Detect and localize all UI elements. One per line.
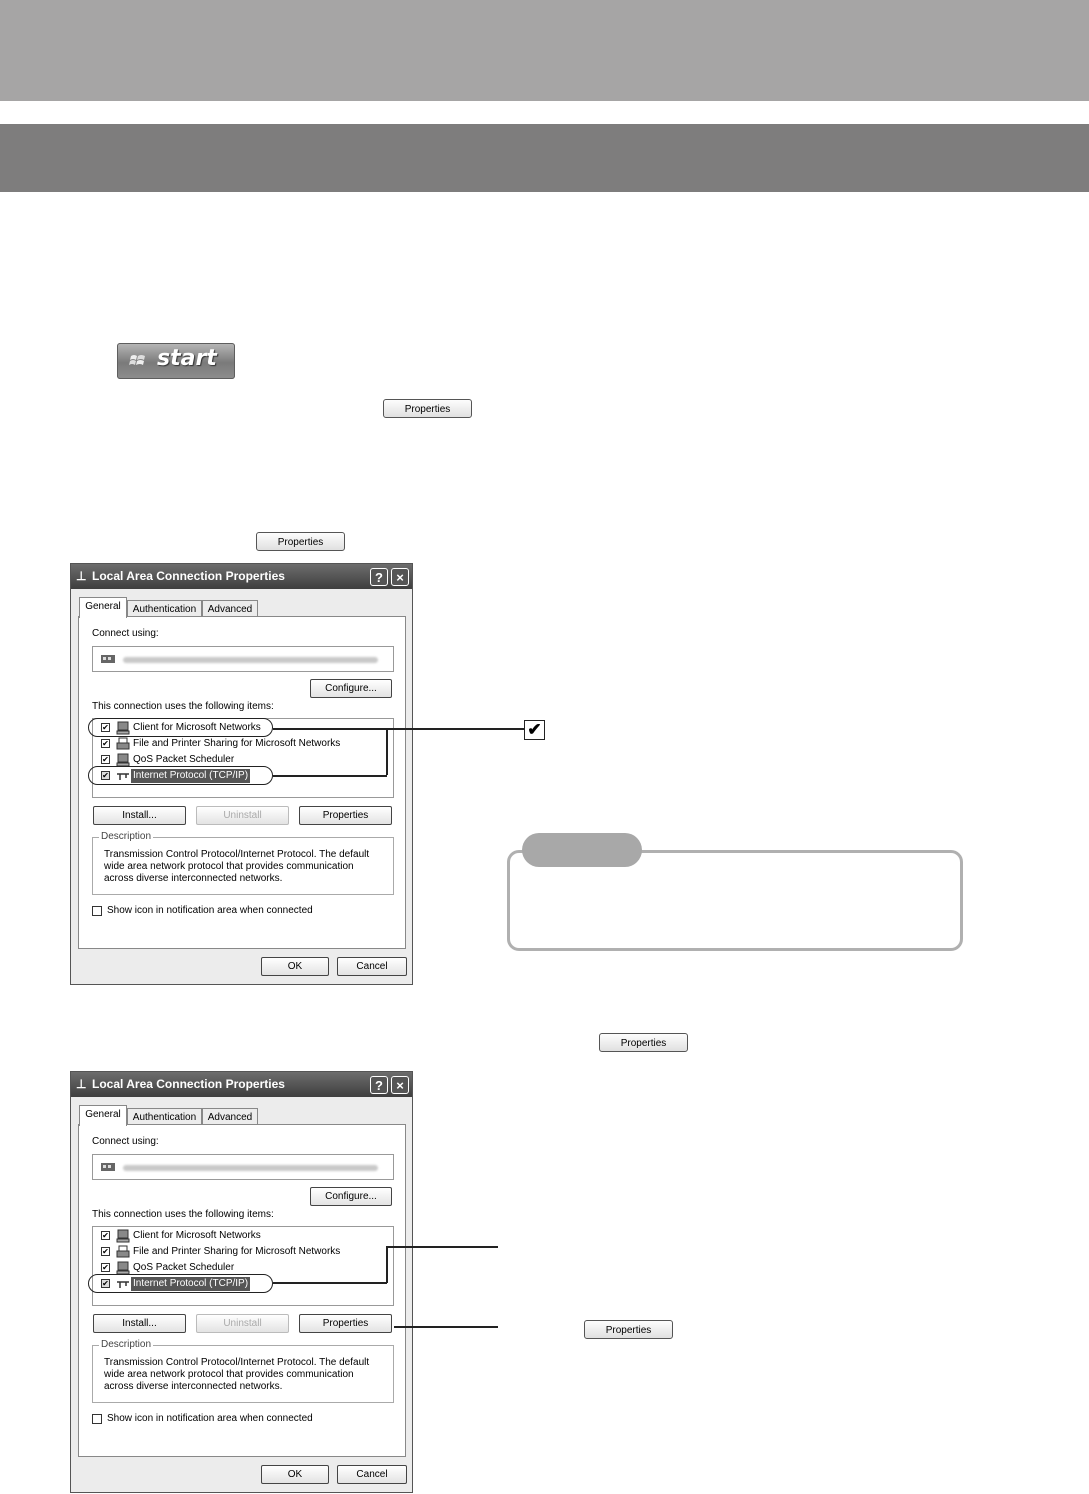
uninstall-button[interactable]: Uninstall <box>196 1314 289 1333</box>
header-band <box>0 0 1089 101</box>
item-label: QoS Packet Scheduler <box>133 1262 235 1273</box>
cancel-button[interactable]: Cancel <box>337 1465 407 1484</box>
item-checkbox[interactable]: ✔ <box>102 723 109 732</box>
close-button[interactable]: × <box>391 568 409 586</box>
callout-line <box>273 775 387 777</box>
item-label: File and Printer Sharing for Microsoft Networks <box>133 738 341 749</box>
start-button[interactable] <box>117 343 235 379</box>
checkmark-icon: ✔ <box>524 720 545 740</box>
show-icon-checkbox[interactable] <box>92 906 102 916</box>
properties-button-inline[interactable]: Properties <box>599 1033 688 1052</box>
highlight-tcpip-item <box>88 766 273 785</box>
properties-button[interactable]: Properties <box>299 1314 392 1333</box>
item-label: Internet Protocol (TCP/IP) <box>133 770 249 781</box>
item-checkbox[interactable]: ✔ <box>102 1231 109 1240</box>
tab-authentication[interactable]: Authentication <box>127 1108 202 1125</box>
dialog-title: Local Area Connection Properties <box>92 569 285 583</box>
show-icon-label: Show icon in notification area when connected <box>107 905 313 916</box>
item-checkbox[interactable]: ✔ <box>102 1247 109 1256</box>
description-group <box>92 831 394 895</box>
adapter-field <box>92 646 394 672</box>
printer-icon <box>116 737 130 751</box>
callout-line <box>394 1326 498 1328</box>
description-text: Transmission Control Protocol/Internet Protocol. The default wide area network protocol that provides communication across diverse interconnected networks. <box>104 849 370 884</box>
configure-button[interactable]: Configure... <box>310 679 392 698</box>
scheduler-icon <box>116 753 130 767</box>
description-legend: Description <box>101 831 152 842</box>
install-button[interactable]: Install... <box>93 1314 186 1333</box>
tab-general[interactable]: General <box>79 597 127 618</box>
windows-logo-icon <box>129 352 147 370</box>
connect-using-label: Connect using: <box>92 628 159 639</box>
adapter-field <box>92 1154 394 1180</box>
item-label: File and Printer Sharing for Microsoft Networks <box>133 1246 341 1257</box>
item-checkbox[interactable]: ✔ <box>102 1263 109 1272</box>
items-label: This connection uses the following items: <box>92 1209 274 1220</box>
items-list <box>92 1226 394 1306</box>
properties-button[interactable]: Properties <box>299 806 392 825</box>
network-adapter-icon <box>101 1162 115 1172</box>
tab-general[interactable]: General <box>79 1105 127 1126</box>
network-adapter-icon <box>101 654 115 664</box>
item-label: Internet Protocol (TCP/IP) <box>133 1278 249 1289</box>
printer-icon <box>116 1245 130 1259</box>
item-label: QoS Packet Scheduler <box>133 754 235 765</box>
callout-line <box>273 728 524 730</box>
highlight-tcpip-item <box>88 1274 273 1293</box>
tab-advanced[interactable]: Advanced <box>202 1108 258 1125</box>
configure-button[interactable]: Configure... <box>310 1187 392 1206</box>
note-tab <box>522 833 642 867</box>
network-icon: ⊥ <box>76 569 87 583</box>
show-icon-label: Show icon in notification area when connected <box>107 1413 313 1424</box>
callout-line <box>386 728 388 775</box>
help-button[interactable]: ? <box>370 1076 388 1094</box>
properties-button-inline[interactable]: Properties <box>256 532 345 551</box>
callout-line <box>273 1282 387 1284</box>
item-label: Client for Microsoft Networks <box>133 722 261 733</box>
items-label: This connection uses the following items: <box>92 701 274 712</box>
properties-button-inline[interactable]: Properties <box>584 1320 673 1339</box>
computer-icon <box>116 1229 130 1243</box>
item-checkbox[interactable]: ✔ <box>102 755 109 764</box>
description-group <box>92 1339 394 1403</box>
callout-line <box>386 1246 498 1248</box>
highlight-client-item <box>88 718 273 737</box>
item-checkbox[interactable]: ✔ <box>102 1279 109 1288</box>
tab-authentication[interactable]: Authentication <box>127 600 202 617</box>
dialog-titlebar <box>71 1072 412 1097</box>
tab-advanced[interactable]: Advanced <box>202 600 258 617</box>
start-label: start <box>157 346 217 371</box>
item-checkbox[interactable]: ✔ <box>102 771 109 780</box>
scheduler-icon <box>116 1261 130 1275</box>
callout-line <box>386 1246 388 1283</box>
cancel-button[interactable]: Cancel <box>337 957 407 976</box>
network-icon: ⊥ <box>76 1077 87 1091</box>
item-label: Client for Microsoft Networks <box>133 1230 261 1241</box>
dialog-titlebar <box>71 564 412 589</box>
ok-button[interactable]: OK <box>261 957 329 976</box>
ok-button[interactable]: OK <box>261 1465 329 1484</box>
item-checkbox[interactable]: ✔ <box>102 739 109 748</box>
description-text: Transmission Control Protocol/Internet Protocol. The default wide area network protocol that provides communication across diverse interconnected networks. <box>104 1357 370 1392</box>
section-band <box>0 124 1089 192</box>
properties-button-inline[interactable]: Properties <box>383 399 472 418</box>
adapter-name-blurred <box>123 1165 378 1171</box>
install-button[interactable]: Install... <box>93 806 186 825</box>
close-button[interactable]: × <box>391 1076 409 1094</box>
help-button[interactable]: ? <box>370 568 388 586</box>
show-icon-checkbox[interactable] <box>92 1414 102 1424</box>
description-legend: Description <box>101 1339 152 1350</box>
dialog-title: Local Area Connection Properties <box>92 1077 285 1091</box>
uninstall-button[interactable]: Uninstall <box>196 806 289 825</box>
connect-using-label: Connect using: <box>92 1136 159 1147</box>
adapter-name-blurred <box>123 657 378 663</box>
